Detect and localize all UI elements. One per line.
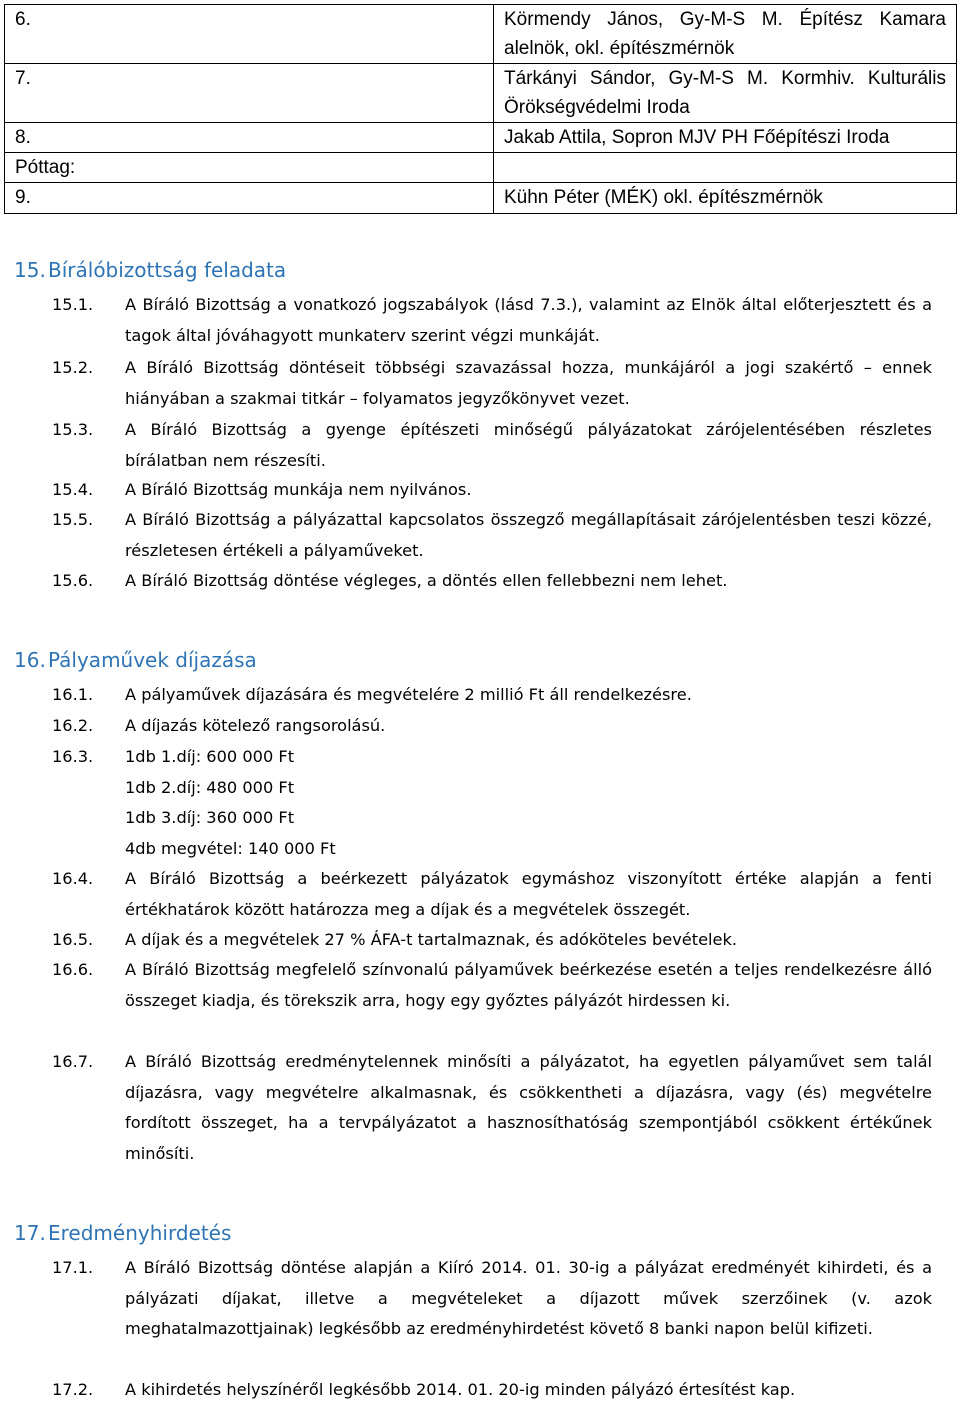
table-row	[5, 123, 957, 153]
item-number: 16.2.	[52, 716, 94, 735]
table-row	[5, 183, 957, 214]
item-number: 15.1.	[52, 295, 94, 314]
item-text: A Bíráló Bizottság döntése végleges, a döntés ellen fellebbezni nem lehet.	[125, 571, 728, 590]
item-number: 15.3.	[52, 420, 94, 439]
section-heading	[14, 1221, 231, 1245]
item-text: A pályaművek díjazására és megvételére 2 millió Ft áll rendelkezésre.	[125, 685, 692, 704]
item-text: A kihirdetés helyszínéről legkésőbb 2014. 01. 20-ig minden pályázó értesítést kap.	[125, 1380, 796, 1399]
list-item	[52, 505, 932, 566]
list-item	[52, 864, 932, 925]
item-text: A Bíráló Bizottság megfelelő színvonalú pályaművek beérkezése esetén a teljes rendelkezésre álló összeget kiadja, és törekszik arra, hogy egy győztes pályázót hirdessen ki.	[125, 960, 932, 1010]
member-name: Jakab Attila, Sopron MJV PH Főépítészi Iroda	[494, 123, 957, 153]
member-number: 8.	[5, 123, 494, 153]
item-text: A díjazás kötelező rangsorolású.	[125, 716, 386, 735]
list-item	[52, 680, 932, 711]
item-number: 17.2.	[52, 1380, 94, 1399]
prize-line: 4db megvétel: 140 000 Ft	[125, 838, 336, 858]
item-text: A Bíráló Bizottság döntése alapján a Kiíró 2014. 01. 30-ig a pályázat eredményét kihirdeti, és a pályázati díjakat, illetve a megvételeket a díjazott művek szerzőinek (v. azok meghatalmazottjainak) legkésőbb az eredményhirdetést követő 8 banki napon belül kifizeti.	[125, 1258, 932, 1338]
table-row	[5, 5, 957, 64]
prize-line: 1db 1.díj: 600 000 Ft	[125, 747, 295, 766]
item-number: 16.4.	[52, 869, 94, 888]
member-name	[494, 153, 957, 183]
section-number: 17.	[14, 1221, 46, 1245]
section-heading	[14, 258, 286, 282]
list-item	[52, 1047, 932, 1169]
list-item	[52, 955, 932, 1016]
member-number: 7.	[5, 64, 494, 123]
list-item	[52, 290, 932, 351]
list-item	[52, 475, 932, 506]
list-item	[52, 1375, 932, 1406]
item-number: 16.6.	[52, 960, 94, 979]
item-text: A Bíráló Bizottság munkája nem nyilvános.	[125, 480, 472, 499]
jury-members-table	[4, 4, 957, 214]
list-item	[52, 1253, 932, 1345]
prize-line: 1db 3.díj: 360 000 Ft	[125, 808, 295, 827]
item-text: A díjak és a megvételek 27 % ÁFA-t tartalmaznak, és adóköteles bevételek.	[125, 930, 738, 949]
item-number: 16.1.	[52, 685, 94, 704]
item-text: A Bíráló Bizottság a gyenge építészeti minőségű pályázatokat zárójelentésében részletes bírálatban nem részesíti.	[125, 420, 932, 470]
prize-line: 1db 2.díj: 480 000 Ft	[125, 777, 295, 797]
item-text: A Bíráló Bizottság döntéseit többségi szavazással hozza, munkájáról a jogi szakértő – ennek hiányában a szakmai titkár – folyamatos jegyzőkönyvet vezet.	[125, 358, 932, 408]
item-number: 15.6.	[52, 571, 94, 590]
section-title: Pályaművek díjazása	[48, 648, 257, 672]
list-item	[52, 711, 932, 742]
list-item	[52, 415, 932, 476]
list-item	[52, 353, 932, 414]
item-text: A Bíráló Bizottság a beérkezett pályázatok egymáshoz viszonyított értéke alapján a fenti értékhatárok között határozza meg a díjak és a megvételek összegét.	[125, 869, 932, 919]
list-item	[52, 742, 932, 864]
member-number: 9.	[5, 183, 494, 214]
item-number: 16.3.	[52, 747, 94, 766]
table-row	[5, 64, 957, 123]
substitute-label: Póttag:	[5, 153, 494, 183]
section-number: 16.	[14, 648, 46, 672]
item-number: 15.4.	[52, 480, 94, 499]
member-name: Kühn Péter (MÉK) okl. építészmérnök	[494, 183, 957, 214]
section-heading	[14, 648, 257, 672]
prize-list	[125, 742, 932, 864]
item-text: A Bíráló Bizottság a pályázattal kapcsolatos összegző megállapításait zárójelentésben teszi közzé, részletesen értékeli a pályaműveket.	[125, 510, 932, 560]
item-number: 16.5.	[52, 930, 94, 949]
item-number: 15.5.	[52, 510, 94, 529]
item-number: 15.2.	[52, 358, 94, 377]
table-row	[5, 153, 957, 183]
item-number: 16.7.	[52, 1052, 94, 1071]
section-number: 15.	[14, 258, 46, 282]
item-number: 17.1.	[52, 1258, 94, 1277]
member-number: 6.	[5, 5, 494, 64]
item-text: A Bíráló Bizottság a vonatkozó jogszabályok (lásd 7.3.), valamint az Elnök által előterjesztett és a tagok által jóváhagyott munkaterv szerint végzi munkáját.	[125, 295, 932, 345]
section-title: Eredményhirdetés	[48, 1221, 232, 1245]
member-name: Körmendy János, Gy-M-S M. Építész Kamara alelnök, okl. építészmérnök	[494, 5, 957, 64]
member-name: Tárkányi Sándor, Gy-M-S M. Kormhiv. Kulturális Örökségvédelmi Iroda	[494, 64, 957, 123]
section-title: Bírálóbizottság feladata	[48, 258, 287, 282]
list-item	[52, 925, 932, 956]
item-text: A Bíráló Bizottság eredménytelennek minősíti a pályázatot, ha egyetlen pályaművet sem talál díjazásra, vagy megvételre alkalmasnak, és csökkentheti a díjazásra, vagy (és) megvételre fordított összeget, ha a tervpályázatot a hasznosíthatóság szempontjából csökkent értékűnek minősíti.	[125, 1052, 932, 1163]
list-item	[52, 566, 932, 597]
